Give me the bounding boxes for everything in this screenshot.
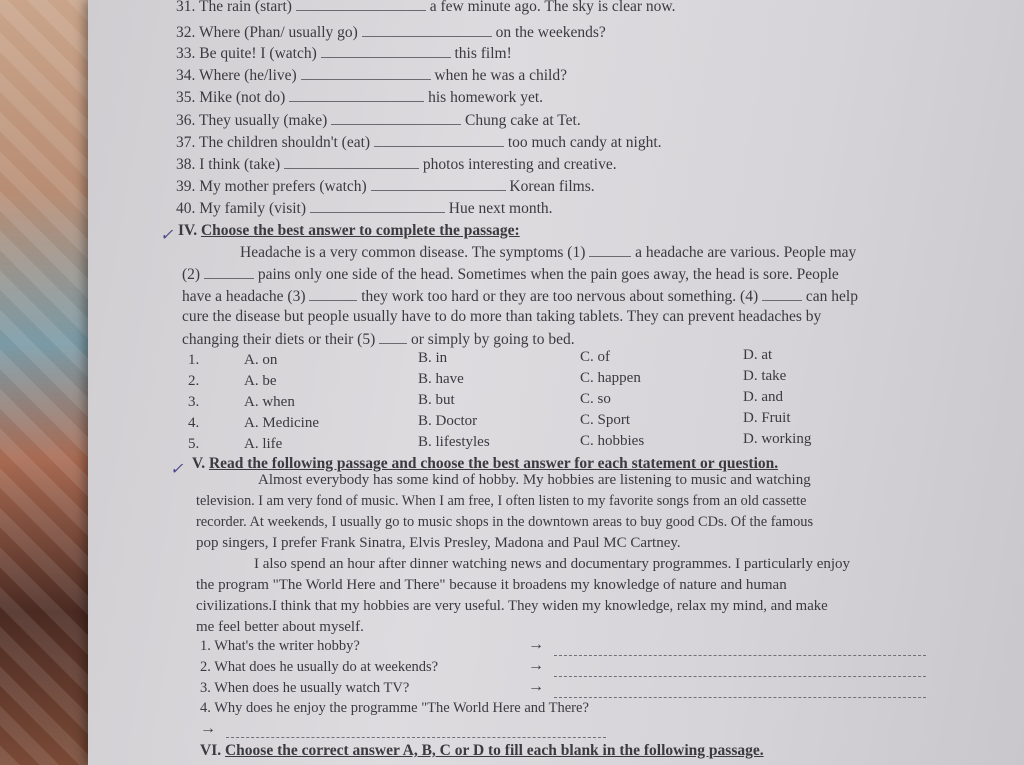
arrow-icon: → bbox=[528, 636, 544, 653]
passage-text: Headache is a very common disease. The symptoms (1) bbox=[240, 244, 586, 261]
answer-blank[interactable] bbox=[296, 0, 426, 11]
passage-text: or simply by going to bed. bbox=[411, 331, 575, 348]
item-37 bbox=[176, 132, 662, 153]
option-d[interactable]: D. and bbox=[743, 389, 783, 405]
item-number: 35. bbox=[176, 89, 196, 106]
option-b[interactable]: B. Doctor bbox=[418, 413, 478, 429]
answer-line-1[interactable] bbox=[554, 654, 926, 656]
worksheet-page bbox=[88, 0, 1024, 765]
section-iv-heading bbox=[178, 222, 520, 240]
item-number: 36. bbox=[176, 112, 196, 129]
section-title: Choose the correct answer A, B, C or D to fill each blank in the following passage. bbox=[224, 742, 764, 759]
option-c[interactable]: C. of bbox=[580, 349, 610, 365]
passage-line-3 bbox=[182, 286, 858, 307]
section-vi-heading bbox=[200, 742, 764, 760]
item-prompt: Where (Phan/ usually go) bbox=[198, 24, 358, 41]
section-label: V. bbox=[192, 455, 206, 472]
answer-blank[interactable] bbox=[362, 22, 492, 37]
option-d[interactable]: D. working bbox=[743, 431, 812, 447]
item-number: 40. bbox=[176, 200, 196, 217]
answer-blank[interactable] bbox=[301, 65, 431, 80]
arrow-icon: → bbox=[528, 657, 544, 674]
blank-1[interactable] bbox=[589, 242, 631, 257]
option-c[interactable]: C. so bbox=[580, 391, 611, 407]
passage-text: a headache are various. People may bbox=[635, 244, 857, 261]
item-rest: Chung cake at Tet. bbox=[465, 112, 581, 129]
section-label: VI. bbox=[200, 742, 222, 759]
passage-text: they work too hard or they are too nervous about something. (4) bbox=[361, 288, 759, 305]
item-rest: his homework yet. bbox=[428, 89, 544, 106]
item-40 bbox=[176, 198, 553, 219]
item-prompt: My family (visit) bbox=[199, 200, 307, 217]
passage-v-line-5: I also spend an hour after dinner watching news and documentary programmes. I particularly enjoy bbox=[254, 556, 851, 572]
item-prompt: The rain (start) bbox=[198, 0, 292, 15]
option-b[interactable]: B. lifestyles bbox=[418, 434, 490, 450]
option-a[interactable]: A. life bbox=[244, 436, 283, 452]
blank-5[interactable] bbox=[379, 329, 407, 344]
option-d[interactable]: D. at bbox=[743, 347, 773, 363]
item-36 bbox=[176, 110, 581, 131]
option-number: 2. bbox=[188, 373, 200, 389]
question-1: 1. What's the writer hobby? bbox=[200, 638, 360, 654]
option-b[interactable]: B. in bbox=[418, 350, 448, 366]
option-number: 3. bbox=[188, 394, 200, 410]
check-mark-icon: ✓ bbox=[160, 227, 174, 244]
item-prompt: Where (he/live) bbox=[198, 67, 297, 84]
option-d[interactable]: D. Fruit bbox=[743, 410, 791, 426]
section-label: IV. bbox=[178, 222, 198, 239]
item-number: 37. bbox=[176, 134, 196, 151]
blank-3[interactable] bbox=[309, 286, 357, 301]
passage-line-1 bbox=[240, 242, 856, 263]
option-number: 5. bbox=[188, 436, 200, 452]
passage-v-line-4: pop singers, I prefer Frank Sinatra, Elvis Presley, Madona and Paul MC Cartney. bbox=[196, 535, 681, 551]
answer-blank[interactable] bbox=[310, 198, 445, 213]
option-c[interactable]: C. happen bbox=[580, 370, 641, 386]
item-33 bbox=[176, 43, 512, 64]
item-34 bbox=[176, 65, 567, 86]
item-rest: too much candy at night. bbox=[507, 134, 662, 151]
item-prompt: Be quite! I (watch) bbox=[199, 45, 317, 62]
passage-text: have a headache (3) bbox=[182, 288, 306, 305]
answer-line-2[interactable] bbox=[554, 675, 926, 677]
passage-v-line-3: recorder. At weekends, I usually go to music shops in the downtown areas to buy good CDs. Of the famous bbox=[196, 514, 814, 530]
question-4: 4. Why does he enjoy the programme "The World Here and There? bbox=[200, 700, 589, 716]
passage-text: cure the disease but people usually have to do more than taking tablets. They can prevent headaches by bbox=[182, 308, 822, 325]
option-d[interactable]: D. take bbox=[743, 368, 787, 384]
option-a[interactable]: A. on bbox=[244, 352, 278, 368]
answer-line-3[interactable] bbox=[554, 696, 926, 698]
passage-line-5 bbox=[182, 329, 575, 350]
option-a[interactable]: A. be bbox=[244, 373, 277, 389]
item-prompt: The children shouldn't (eat) bbox=[198, 134, 371, 151]
item-prompt: Mike (not do) bbox=[199, 89, 286, 106]
option-c[interactable]: C. Sport bbox=[580, 412, 631, 428]
answer-blank[interactable] bbox=[331, 110, 461, 125]
check-mark-icon: ✓ bbox=[170, 461, 184, 478]
item-32 bbox=[176, 22, 606, 43]
answer-line-4[interactable] bbox=[226, 736, 606, 738]
option-c[interactable]: C. hobbies bbox=[580, 433, 645, 449]
section-title: Read the following passage and choose the best answer for each statement or question. bbox=[208, 455, 779, 472]
arrow-icon: → bbox=[200, 720, 216, 737]
option-number: 1. bbox=[188, 352, 200, 368]
item-rest: Korean films. bbox=[509, 178, 595, 195]
section-title: Choose the best answer to complete the passage: bbox=[200, 222, 520, 239]
passage-v-line-8: me feel better about myself. bbox=[196, 619, 364, 635]
option-a[interactable]: A. Medicine bbox=[244, 415, 319, 431]
answer-blank[interactable] bbox=[321, 43, 451, 58]
option-b[interactable]: B. have bbox=[418, 371, 464, 387]
item-rest: this film! bbox=[454, 45, 512, 62]
passage-text: can help bbox=[805, 288, 858, 305]
option-number: 4. bbox=[188, 415, 200, 431]
item-rest: photos interesting and creative. bbox=[422, 156, 617, 173]
answer-blank[interactable] bbox=[371, 176, 506, 191]
passage-v-line-7: civilizations.I think that my hobbies are very useful. They widen my knowledge, relax my mind, and make bbox=[196, 598, 828, 614]
passage-line-4 bbox=[182, 307, 821, 327]
item-number: 32. bbox=[176, 24, 196, 41]
passage-v-line-2: television. I am very fond of music. When I am free, I often listen to my favorite songs from an old cassette bbox=[196, 493, 807, 509]
answer-blank[interactable] bbox=[284, 154, 419, 169]
passage-line-2 bbox=[182, 264, 839, 285]
item-number: 38. bbox=[176, 156, 196, 173]
passage-text: (2) bbox=[182, 266, 201, 283]
answer-blank[interactable] bbox=[374, 132, 504, 147]
option-b[interactable]: B. but bbox=[418, 392, 455, 408]
option-a[interactable]: A. when bbox=[244, 394, 295, 410]
item-number: 31. bbox=[176, 0, 196, 15]
question-3: 3. When does he usually watch TV? bbox=[200, 680, 410, 696]
blank-4[interactable] bbox=[762, 286, 802, 301]
passage-text: pains only one side of the head. Sometimes when the pain goes away, the head is sore. People bbox=[257, 266, 839, 283]
item-rest: a few minute ago. The sky is clear now. bbox=[429, 0, 676, 15]
passage-text: changing their diets or their (5) bbox=[182, 331, 376, 348]
passage-v-line-6: the program "The World Here and There" because it broadens my knowledge of nature and human bbox=[196, 577, 787, 593]
item-rest: on the weekends? bbox=[495, 24, 606, 41]
passage-v-line-1: Almost everybody has some kind of hobby. My hobbies are listening to music and watching bbox=[258, 472, 811, 488]
item-rest: when he was a child? bbox=[434, 67, 567, 84]
item-prompt: They usually (make) bbox=[198, 112, 328, 129]
item-prompt: My mother prefers (watch) bbox=[199, 178, 367, 195]
blank-2[interactable] bbox=[204, 264, 254, 279]
item-number: 39. bbox=[176, 178, 196, 195]
item-number: 33. bbox=[176, 45, 196, 62]
item-rest: Hue next month. bbox=[448, 200, 553, 217]
answer-blank[interactable] bbox=[289, 87, 424, 102]
item-39 bbox=[176, 176, 595, 197]
item-35 bbox=[176, 87, 543, 108]
question-2: 2. What does he usually do at weekends? bbox=[200, 659, 439, 675]
arrow-icon: → bbox=[528, 678, 544, 695]
item-number: 34. bbox=[176, 67, 196, 84]
item-38 bbox=[176, 154, 617, 175]
item-prompt: I think (take) bbox=[199, 156, 281, 173]
item-31 bbox=[176, 0, 675, 17]
